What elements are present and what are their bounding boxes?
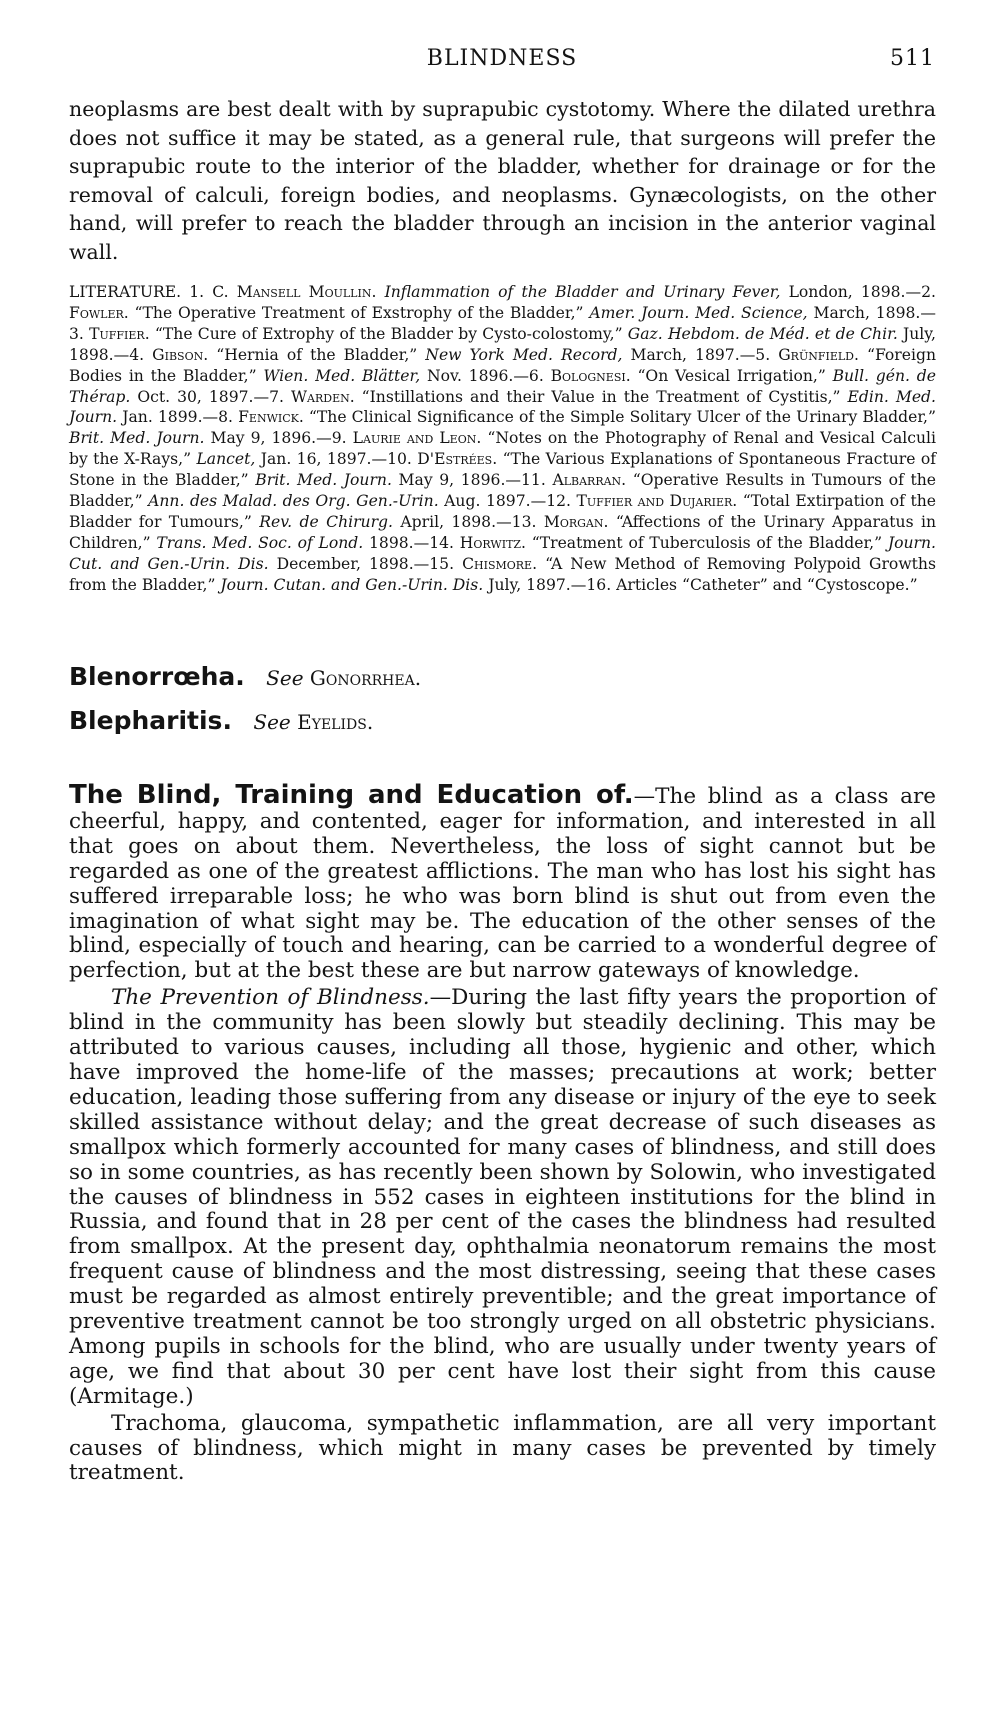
reference-journal: Rev. de Chirurg. (259, 512, 393, 531)
paragraph-1-text: —The blind as a class are cheerful, happy, and contented, eager for information, and interested in all that goes on about them. Nevertheless, the loss of sight cannot but be regarded as one of the greatest afflictions. The man who has lost his sight has suffered irreparable loss; he who was born blind is shut out from even the imagination of what sight may be. The education of the other senses of the blind, especially of touch and hearing, can be carried to a wonderful degree of perfection, but at the best these are but narrow gateways of knowledge. (69, 784, 937, 984)
reference-title: “Instillations and their Value in the Treatment of Cystitis,” (354, 387, 848, 406)
intro-paragraph: neoplasms are best dealt with by suprapubic cystotomy. Where the dilated urethra does not suffice it may be stated, as a general rule, that surgeons will prefer the suprapubic route to the interior of the bladder, whether for drainage or for the removal of calculi, foreign bodies, and neoplasms. Gynæcologists, on the other hand, will prefer to reach the bladder through an incision in the anterior vaginal wall. (69, 97, 936, 264)
literature-reference (129, 346, 755, 364)
reference-author: Fenwick. (238, 408, 304, 427)
reference-author: Morgan. (543, 512, 609, 531)
article-paragraph-3: Trachoma, glaucoma, sympathetic inflammation, are all very important causes of blindness, which might in many cases be prevented by timely treatment. (69, 1410, 936, 1486)
reference-separator: — (413, 554, 430, 573)
reference-date: July, 1897. (483, 575, 571, 594)
reference-separator: — (920, 303, 936, 322)
reference-title: “On Vesical Irrigation,” (630, 366, 833, 385)
xref-target: Eyelids. (297, 710, 374, 734)
reference-number: 1. C. (189, 283, 237, 301)
reference-journal: Journ. Cutan. and Gen.-Urin. Dis. (220, 575, 484, 594)
reference-separator: — (113, 345, 130, 364)
paragraph-2-text: —During the last fifty years the proportion of blind in the community has been slowly but steadily declining. This may be attributed to various causes, including all those, hygienic and other, which have improved the home-life of the masses; precautions at work; better education, leading those suffering from any disease or injury of the eye to seek skilled assistance without delay; and the great decrease of such diseases as smallpox which formerly accounted for many cases of blindness, and still does so in some countries, as has recently been shown by Solowin, who investigated the causes of blindness in 552 cases in eighteen institutions for the blind in Russia, and found that in 28 per cent of the cases the blindness had resulted from smallpox. At the present day, ophthalmia neonatorum remains the most frequent cause of blindness and the most distressing, seeing that these cases must be regarded as almost entirely preventible; and the great importance of preventive treatment cannot be too strongly urged on all obstetric physicians. Among pupils in schools for the blind, who are usually under twenty years of age, we find that about 30 per cent have lost their sight from this cause (Armitage.) (69, 985, 936, 1409)
reference-date: Jan. 16, 1897. (255, 450, 372, 469)
reference-number: 7. (269, 387, 291, 406)
reference-author: Grünfield. (778, 345, 859, 364)
reference-separator: — (739, 345, 756, 364)
running-header (69, 46, 935, 76)
reference-journal: Brit. Med. Journ. (69, 429, 205, 448)
reference-separator: — (530, 492, 547, 511)
reference-title (376, 283, 384, 301)
reference-journal: Bull. gén. de Thérap. (69, 366, 936, 406)
reference-separator: — (253, 387, 270, 406)
article-paragraph-1 (69, 780, 937, 984)
reference-date: May 9, 1896. (204, 429, 317, 448)
reference-journal: Inflammation of the Bladder and Urinary Fever, (384, 283, 781, 301)
xref-target: Gonorrhea. (309, 666, 422, 690)
intro-block (69, 95, 936, 267)
reference-journal: Journ. Cut. and Gen.-Urin. Dis. (69, 533, 936, 573)
xref-term: Blepharitis. (69, 706, 232, 735)
reference-author: Bolognesi. (550, 366, 631, 385)
xref-blenorrhea (69, 662, 936, 693)
subsection-lead: The Prevention of Blindness. (111, 985, 430, 1011)
reference-author: Tuffier and Dujarier. (576, 492, 738, 511)
reference-date: London, 1898. (780, 283, 906, 301)
reference-separator: — (316, 429, 332, 448)
reference-separator: — (371, 450, 388, 469)
reference-author: Warden. (291, 387, 355, 406)
reference-journal: Lancet, (196, 450, 256, 469)
reference-number: 4. (129, 345, 153, 364)
xref-term: Blenorrœha. (69, 662, 245, 691)
section-heading: The Blind, Training and Education of. (69, 780, 634, 810)
reference-date: July, 1898. (69, 324, 936, 364)
reference-title: “Treatment of Tuberculosis of the Bladder,” (526, 533, 888, 552)
reference-number: 10. (387, 450, 418, 469)
reference-number: 12. (546, 492, 577, 511)
reference-separator: — (496, 512, 512, 531)
reference-title: “The Various Explanations of Spontaneous Fracture of Stone in the Bladder,” (69, 450, 937, 490)
xref-see: See Eyelids. (253, 710, 374, 734)
reference-number: 6. (528, 366, 551, 385)
reference-title: “A New Method of Removing Polypoid Growths from the Bladder,” (69, 554, 936, 594)
reference-title: Articles “Catheter” and “Cystoscope.” (616, 575, 918, 594)
reference-author: Laurie and Leon. (352, 429, 482, 448)
running-title: BLINDNESS (426, 46, 578, 71)
reference-journal: New York Med. Record, (425, 345, 623, 364)
reference-journal: Edin. Med. Journ. (69, 387, 936, 427)
reference-number: 14. (429, 533, 460, 552)
reference-separator: — (905, 283, 922, 301)
reference-journal: Amer. Journ. Med. Science, (589, 303, 808, 322)
article-body (69, 780, 937, 1486)
reference-date: March, 1898. (807, 303, 921, 322)
reference-title: “Affections of the Urinary Apparatus in Children,” (69, 512, 936, 552)
reference-date: May 9, 1896. (391, 471, 506, 490)
reference-separator: — (202, 408, 219, 427)
reference-author: Chismore. (462, 554, 538, 573)
cross-references (69, 662, 936, 737)
reference-number: 16. (586, 575, 617, 594)
reference-title: “The Clinical Significance of the Simple Solitary Ulcer of the Urinary Bladder,” (303, 408, 936, 427)
reference-title: “Notes on the Photography of Renal and Vesical Calculi by the X-Rays,” (69, 429, 937, 469)
reference-title: “The Cure of Extrophy of the Bladder by Cysto-colostomy,” (149, 324, 628, 343)
reference-date: March, 1897. (622, 345, 740, 364)
literature-reference (586, 576, 917, 594)
reference-date: Aug. 1897. (438, 492, 531, 511)
reference-title: “Total Extirpation of the Bladder for Tumours,” (69, 492, 936, 531)
reference-number: 13. (511, 512, 544, 531)
reference-date: April, 1898. (393, 512, 497, 531)
xref-see: See Gonorrhea. (266, 666, 422, 690)
reference-journal: Gaz. Hebdom. de Méd. et de Chir. (627, 324, 898, 343)
page-number: 511 (890, 46, 935, 71)
literature-label: LITERATURE. (69, 283, 182, 301)
reference-author: D'Estrées. (417, 450, 498, 469)
reference-title: “Foreign Bodies in the Bladder,” (69, 345, 936, 385)
reference-journal: Ann. des Malad. des Org. Gen.-Urin. (148, 492, 439, 511)
reference-author: Gibson. (152, 345, 209, 364)
reference-author: Fowler. (69, 303, 129, 322)
literature-paragraph (69, 282, 936, 596)
reference-date: Oct. 30, 1897. (130, 387, 254, 406)
reference-date: Jan. 1899. (117, 408, 203, 427)
reference-journal: Wien. Med. Blätter, (263, 366, 421, 385)
reference-date: Nov. 1896. (420, 366, 514, 385)
literature-reference (189, 283, 921, 301)
reference-author: Tuffier. (89, 324, 150, 343)
reference-number: 9. (331, 429, 353, 448)
reference-separator: — (413, 533, 430, 552)
reference-separator: — (513, 366, 529, 385)
reference-author: Horwitz. (459, 533, 527, 552)
reference-title: “The Operative Treatment of Exstrophy of the Bladder,” (128, 303, 590, 322)
reference-title: “Hernia of the Bladder,” (208, 345, 426, 364)
reference-author: Albarran. (552, 471, 627, 490)
reference-author: Mansell Moullin. (236, 283, 377, 301)
reference-journal: Trans. Med. Soc. of Lond. (156, 533, 364, 552)
xref-blepharitis (69, 706, 936, 737)
reference-number: 8. (218, 408, 239, 427)
reference-number: 3. (69, 324, 90, 343)
reference-number: 2. (921, 283, 936, 301)
article-paragraph-2 (69, 986, 936, 1409)
reference-date: December, 1898. (268, 554, 414, 573)
reference-number: 11. (521, 471, 553, 490)
literature-block (69, 282, 936, 596)
reference-number: 5. (755, 345, 779, 364)
reference-separator: — (505, 471, 521, 490)
reference-date: 1898. (363, 533, 414, 552)
reference-separator: — (570, 575, 587, 594)
reference-title: “Operative Results in Tumours of the Bladder,” (69, 471, 937, 511)
reference-journal: Brit. Med. Journ. (255, 471, 392, 490)
reference-number: 15. (429, 554, 463, 573)
